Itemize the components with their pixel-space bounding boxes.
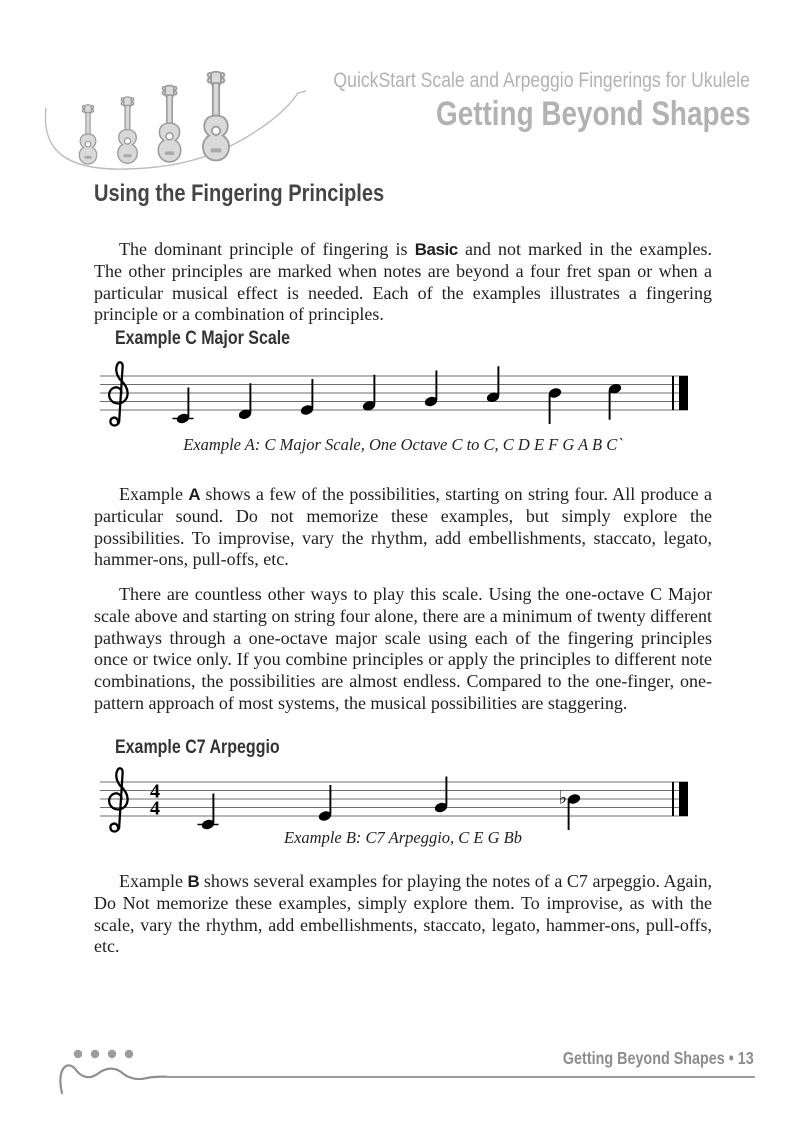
chapter-title: Getting Beyond Shapes — [435, 95, 750, 134]
footer-dot — [108, 1050, 116, 1058]
footer-chapter: Getting Beyond Shapes — [563, 1048, 726, 1068]
paragraph-4: Example B shows several examples for playing the notes of a C7 arpeggio. Again, Do Not memorize these examples, simply explore them. To improvise, as with the scale, vary the rhythm, add embellishments, staccato, legato, hammer-ons, pull-offs, etc. — [94, 871, 712, 957]
final-barline-thick — [679, 376, 688, 410]
section-heading: Using the Fingering Principles — [94, 180, 385, 207]
caption-example-b: Example B: C7 Arpeggio, C E G Bb — [284, 828, 522, 847]
footer-page-info — [521, 1048, 754, 1069]
bold-term-b: B — [187, 872, 200, 891]
ukulele-icon — [118, 97, 138, 163]
staff-example-b — [98, 752, 690, 868]
flat-sign-icon: ♭ — [558, 787, 567, 809]
footer-dot — [91, 1050, 99, 1058]
footer-page-number: 13 — [738, 1048, 754, 1068]
ukulele-icon — [158, 86, 180, 162]
paragraph-2: Example A shows a few of the possibilities, starting on string four. All produce a particular sound. Do not memorize these examples, but simply explore the possibilities. To improvise, vary the rhythm, add embellishments, staccato, legato, hammer-ons, pull-offs, etc. — [94, 484, 712, 570]
example-a-heading: Example C Major Scale — [115, 327, 291, 349]
page-header — [242, 68, 750, 133]
footer-ukulele-outline-icon — [52, 1044, 172, 1096]
bold-term-basic: Basic — [414, 240, 458, 259]
note-B4 — [548, 387, 563, 424]
paragraph-1: The dominant principle of fingering is Basic and not marked in the examples. The other principles are marked when notes are beyond a four fret span or when a particular musical effect is needed. Each of the examples illustrates a fingering principle or a combination of principles. — [94, 239, 712, 325]
time-signature-top: 4 — [150, 780, 160, 803]
treble-clef-icon — [109, 768, 128, 831]
book-title: QuickStart Scale and Arpeggio Fingerings for Ukulele — [333, 68, 750, 92]
ukulele-icon — [79, 105, 96, 164]
final-barline-thick — [679, 782, 688, 816]
footer-dot — [74, 1050, 82, 1058]
footer-separator: • — [729, 1048, 735, 1068]
caption-example-a: Example A: C Major Scale, One Octave C to C, C D E F G A B C` — [183, 435, 623, 454]
treble-clef-icon — [109, 362, 128, 425]
example-b-heading: Example C7 Arpeggio — [115, 736, 280, 758]
bold-term-a: A — [188, 485, 201, 504]
ukulele-icon — [203, 72, 229, 161]
footer-rule — [166, 1076, 755, 1078]
paragraph-3: There are countless other ways to play this scale. Using the one-octave C Major scale above and starting on string four alone, there are a minimum of twenty different pathways through a one-octave major scale using each of the fingering principles once or twice only. If you combine principles or apply the principles to different note combinations, the possibilities are almost endless. Compared to the one-finger, one-pattern approach of most systems, the musical possibilities are staggering. — [94, 584, 712, 713]
note-Bb4 — [559, 788, 582, 831]
time-signature-bottom: 4 — [150, 797, 160, 820]
footer-dot — [125, 1050, 133, 1058]
